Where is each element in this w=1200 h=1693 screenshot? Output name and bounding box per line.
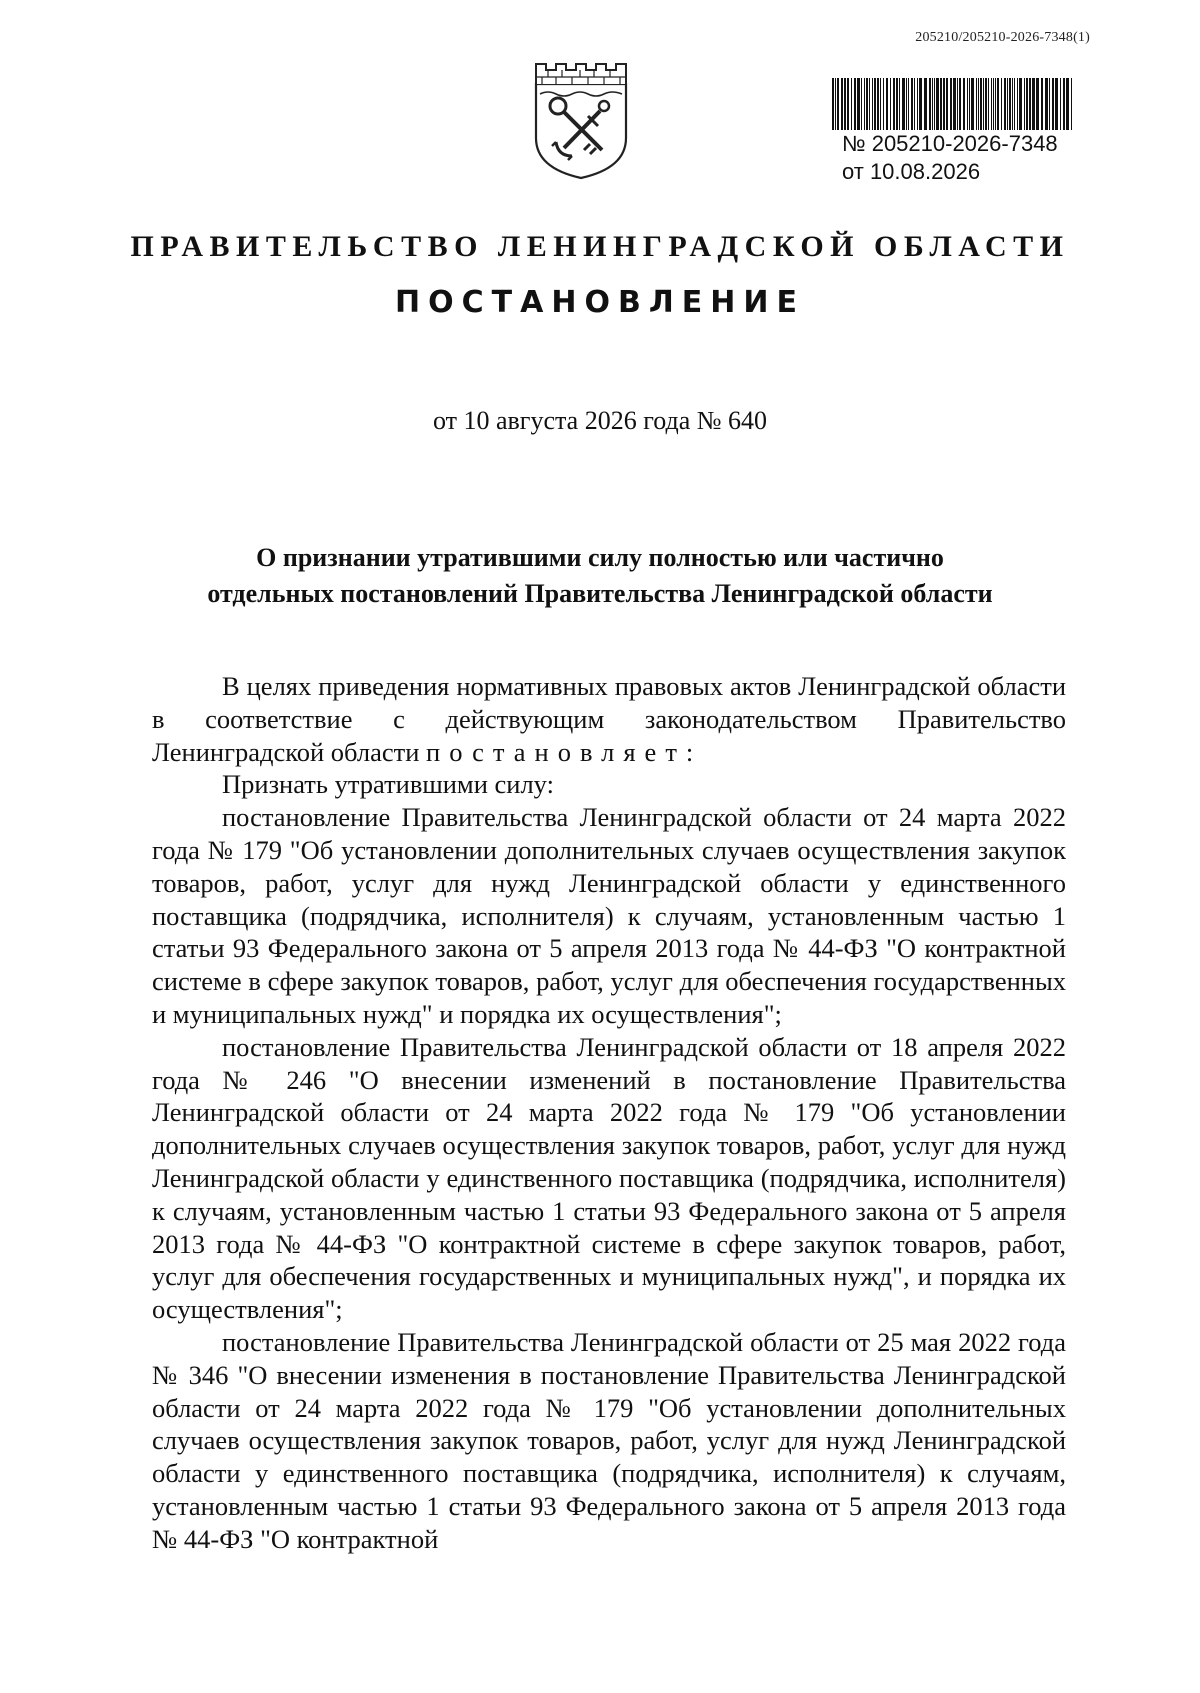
- decree-body: [152, 670, 1066, 1556]
- registration-stamp: [842, 130, 1058, 186]
- resolves-word: постановляет: [426, 736, 686, 767]
- decree-date-number: от 10 августа 2026 года № 640: [432, 406, 768, 435]
- government-title: ПРАВИТЕЛЬСТВО ЛЕНИНГРАДСКОЙ ОБЛАСТИ: [130, 230, 1070, 263]
- declare-paragraph: Признать утратившими силу:: [222, 769, 554, 800]
- decree-subject: [0, 540, 1200, 612]
- document-code: 205210/205210-2026-7348(1): [915, 30, 1090, 45]
- list-item: постановление Правительства Ленинградской области от 24 марта 2022 года № 179 "Об установлении дополнительных случаев осуществления закупок товаров, работ, услуг для нужд Ленинградской области у единственного поставщика (подрядчика, исполнителя) к случаям, установленным частью 1 статьи 93 Федерального закона от 5 апреля 2013 года № 44-ФЗ "О контрактной системе в сфере закупок товаров, работ, услуг для обеспечения государственных и муниципальных нужд" и порядка их осуществления";: [152, 802, 1066, 1029]
- subject-line: О признании утратившими силу полностью или частично: [256, 543, 944, 572]
- subject-line: отдельных постановлений Правительства Ленинградской области: [207, 579, 993, 608]
- leningrad-oblast-coat-of-arms-icon: [528, 50, 634, 182]
- registration-date: от 10.08.2026: [842, 159, 981, 184]
- barcode-icon: [830, 78, 1075, 130]
- intro-text: В целях приведения нормативных правовых актов Ленинградской области в соответствие с действующим законодательством Правительство Ленинградской области: [152, 671, 1066, 767]
- decree-title: ПОСТАНОВЛЕНИЕ: [395, 285, 805, 320]
- intro-paragraph: [152, 670, 1066, 768]
- list-item: постановление Правительства Ленинградской области от 18 апреля 2022 года № 246 "О внесении изменений в постановление Правительства Ленинградской области от 24 марта 2022 года № 179 "Об установлении дополнительных случаев осуществления закупок товаров, работ, услуг для нужд Ленинградской области у единственного поставщика (подрядчика, исполнителя) к случаям, установленным частью 1 статьи 93 Федерального закона от 5 апреля 2013 года № 44-ФЗ "О контрактной системе в сфере закупок товаров, работ, услуг для обеспечения государственных и муниципальных нужд", и порядка их осуществления";: [152, 1031, 1066, 1325]
- list-item: постановление Правительства Ленинградской области от 25 мая 2022 года № 346 "О внесении изменения в постановление Правительства Ленинградской области от 24 марта 2022 года № 179 "Об установлении дополнительных случаев осуществления закупок товаров, работ, услуг для нужд Ленинградской области у единственного поставщика (подрядчика, исполнителя) к случаям, установленным частью 1 статьи 93 Федерального закона от 5 апреля 2013 года № 44-ФЗ "О контрактной: [152, 1326, 1066, 1554]
- intro-colon: :: [685, 736, 694, 767]
- registration-number: № 205210-2026-7348: [842, 131, 1058, 156]
